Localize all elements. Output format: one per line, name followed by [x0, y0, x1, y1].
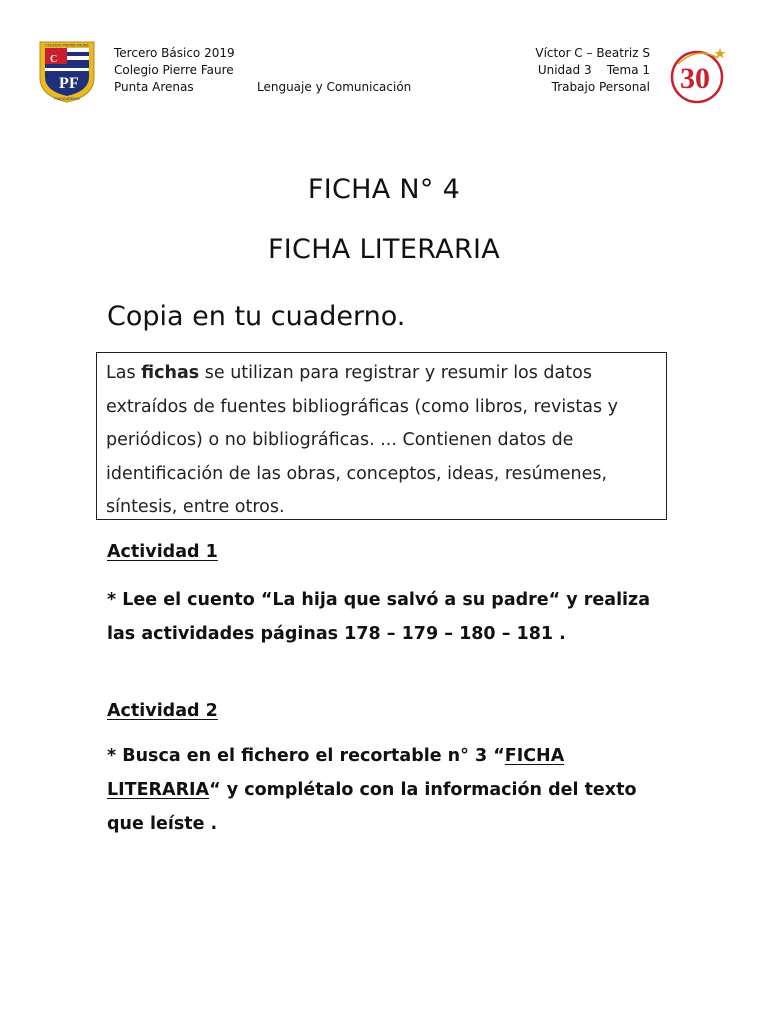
copy-instruction: Copia en tu cuaderno. [107, 301, 406, 332]
activity-2-heading: Actividad 2 [107, 701, 218, 721]
definition-box [96, 352, 667, 520]
activity-2-text-start: * Busca en el fichero el recortable n° 3 “ [107, 746, 505, 766]
sheet-subject-title: FICHA LITERARIA [267, 234, 501, 265]
crest-bottom-text: PUNTA ARENAS [54, 97, 80, 101]
header-city: Punta Arenas [114, 80, 194, 94]
definition-text-rest: se utilizan para registrar y resumir los datos extraídos de fuentes bibliográficas (como libros, revistas y periódicos) o no bibliográficas. ... Contienen datos de identificación de las obras, conceptos, ideas, resúmenes, síntesis, entre otros. [106, 363, 618, 517]
activity-1-heading: Actividad 1 [107, 542, 218, 562]
header-left-block [114, 45, 235, 96]
activity-2-text-end: “ y complétalo con la información del texto que leíste . [107, 780, 637, 834]
header-teachers: Víctor C – Beatriz S [535, 46, 650, 60]
school-crest-graphic [37, 40, 97, 104]
header-work-type: Trabajo Personal [551, 80, 650, 94]
sheet-number-title: FICHA N° 4 [307, 174, 461, 205]
header-school: Colegio Pierre Faure [114, 63, 234, 77]
activity-2-card-name: FICHA LITERARIA [107, 746, 565, 800]
crest-letter-p: P [59, 75, 69, 92]
anniversary-number: 30 [680, 62, 710, 95]
header-grade: Tercero Básico 2019 [114, 46, 235, 60]
anniversary-30-logo [668, 44, 728, 106]
activity-1-text: * Lee el cuento “La hija que salvó a su padre“ y realiza las actividades páginas 178 – 179 – 180 – 181 . [107, 590, 651, 644]
crest-top-text: COLEGIO PIERRE FAURE [45, 43, 89, 48]
header-subject: Lenguaje y Comunicación [257, 80, 412, 94]
activity-2-text [107, 739, 667, 841]
definition-term: fichas [141, 363, 200, 383]
school-crest-logo [37, 40, 97, 104]
definition-text-start: Las [106, 363, 142, 383]
crest-letter-c: C [50, 54, 58, 65]
anniversary-graphic [668, 44, 728, 106]
header-right-block [535, 45, 650, 96]
crest-letter-f: F [69, 75, 79, 92]
header-unit: Unidad 3 Tema 1 [537, 63, 650, 77]
